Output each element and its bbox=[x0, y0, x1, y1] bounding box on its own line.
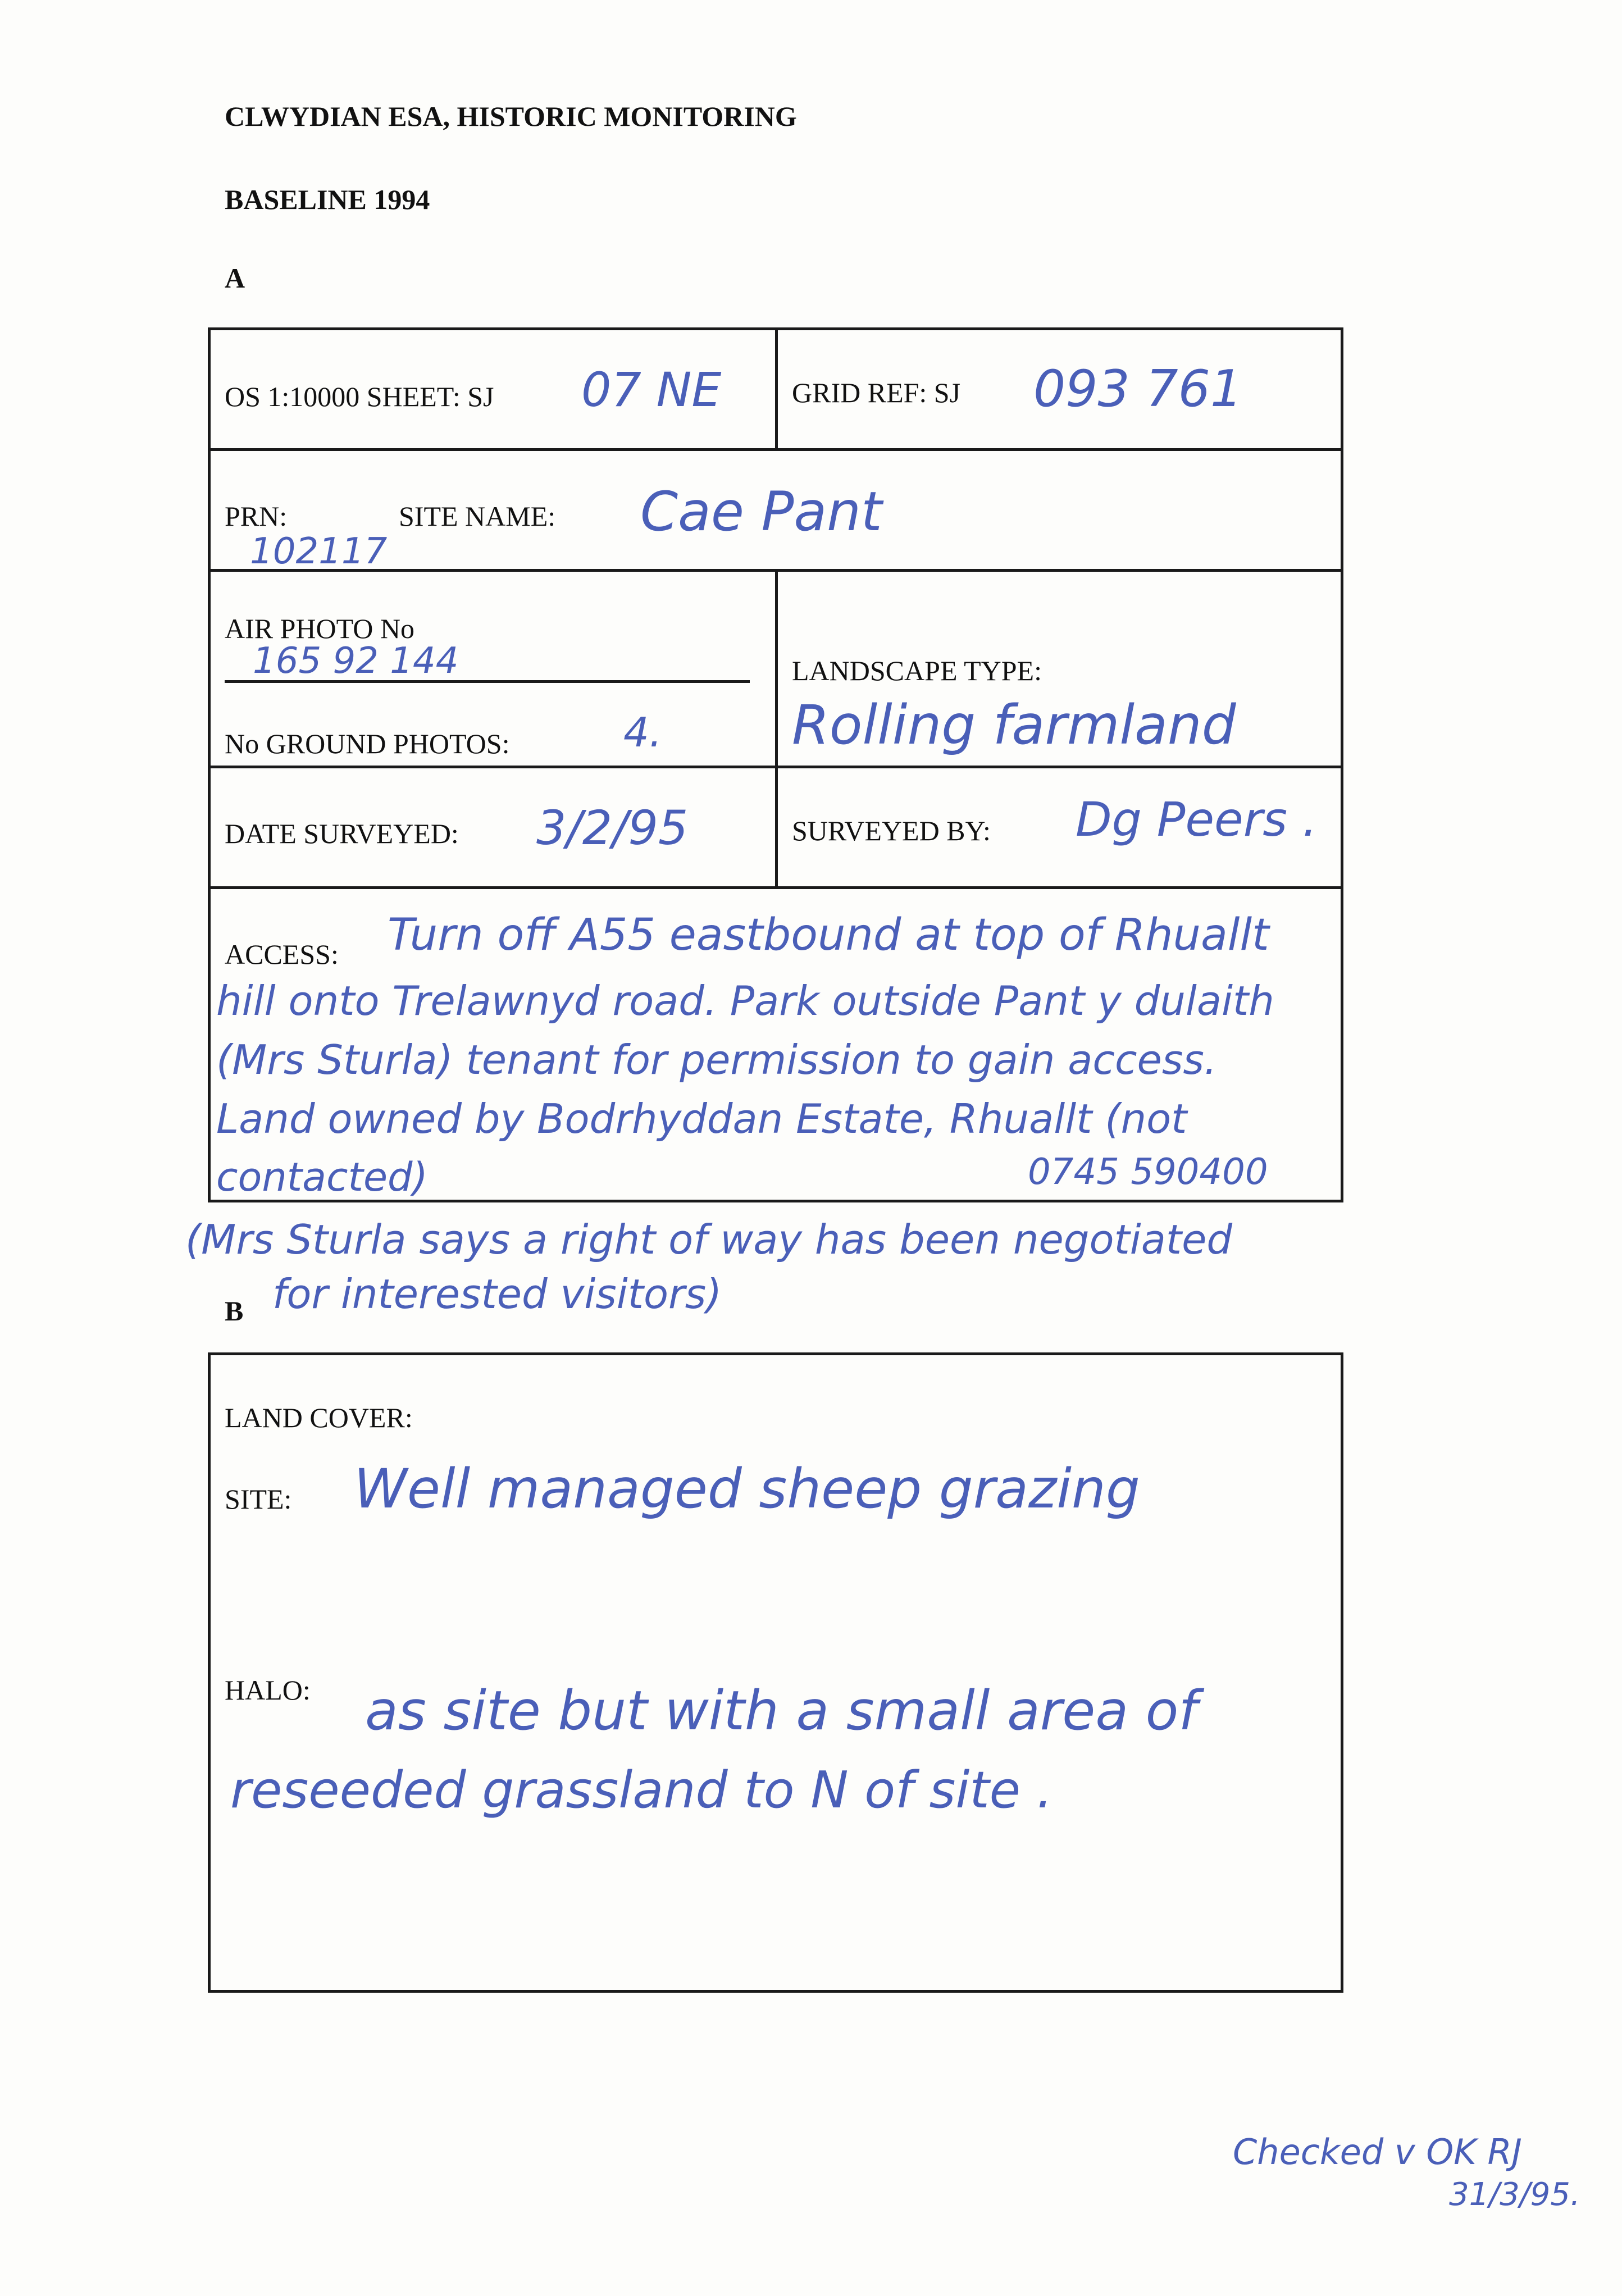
surveyed-by-label: SURVEYED BY: bbox=[792, 815, 991, 846]
halo-line: as site but with a small area of bbox=[365, 1679, 1198, 1742]
surveyed-by-value: Dg Peers . bbox=[1076, 792, 1318, 847]
prn-value: 102117 bbox=[250, 531, 388, 572]
access-phone: 0745 590400 bbox=[1028, 1151, 1268, 1193]
ground-photos-value: 4. bbox=[623, 709, 662, 756]
section-b-form bbox=[208, 1352, 1343, 1993]
document-title: CLWYDIAN ESA, HISTORIC MONITORING bbox=[225, 101, 797, 132]
access-line: contacted) bbox=[216, 1154, 428, 1200]
access-line: hill onto Trelawnyd road. Park outside Pant y dulaith bbox=[216, 977, 1274, 1024]
site-name-value: Cae Pant bbox=[640, 480, 882, 543]
baseline-heading: BASELINE 1994 bbox=[225, 184, 430, 215]
date-surveyed-value: 3/2/95 bbox=[536, 800, 689, 855]
grid-ref-label: GRID REF: SJ bbox=[792, 377, 961, 408]
landscape-type-label: LANDSCAPE TYPE: bbox=[792, 655, 1042, 686]
os-sheet-label: OS 1:10000 SHEET: SJ bbox=[225, 381, 494, 412]
section-b-label: B bbox=[225, 1295, 244, 1327]
checked-date: 31/3/95. bbox=[1449, 2176, 1580, 2213]
site-cover-value: Well managed sheep grazing bbox=[354, 1457, 1140, 1520]
halo-line: reseeded grassland to N of site . bbox=[230, 1761, 1053, 1820]
row-divider bbox=[208, 886, 1343, 889]
ground-photos-label: No GROUND PHOTOS: bbox=[225, 728, 510, 759]
access-label: ACCESS: bbox=[225, 939, 339, 970]
checked-note: Checked v OK RJ bbox=[1233, 2131, 1522, 2172]
prn-label: PRN: bbox=[225, 500, 288, 532]
site-name-label: SITE NAME: bbox=[399, 500, 556, 532]
access-line: Turn off A55 eastbound at top of Rhuallt bbox=[388, 910, 1269, 960]
air-photo-value: 165 92 144 bbox=[253, 640, 459, 682]
access-line: Land owned by Bodrhyddan Estate, Rhuallt (not bbox=[216, 1095, 1187, 1142]
section-a-label: A bbox=[225, 262, 245, 294]
date-surveyed-label: DATE SURVEYED: bbox=[225, 818, 459, 849]
column-divider bbox=[775, 569, 778, 886]
os-sheet-value: 07 NE bbox=[581, 362, 722, 417]
row-divider bbox=[208, 448, 1343, 451]
halo-label: HALO: bbox=[225, 1674, 311, 1706]
land-cover-label: LAND COVER: bbox=[225, 1402, 413, 1433]
column-divider bbox=[775, 327, 778, 448]
site-label: SITE: bbox=[225, 1483, 292, 1515]
access-note-line: (Mrs Sturla says a right of way has been negotiated bbox=[185, 1216, 1233, 1263]
air-photo-label: AIR PHOTO No bbox=[225, 613, 414, 644]
access-line: (Mrs Sturla) tenant for permission to gain access. bbox=[216, 1036, 1217, 1083]
landscape-type-value: Rolling farmland bbox=[792, 694, 1236, 757]
grid-ref-value: 093 761 bbox=[1033, 359, 1243, 418]
access-note-line: for interested visitors) bbox=[272, 1270, 722, 1318]
